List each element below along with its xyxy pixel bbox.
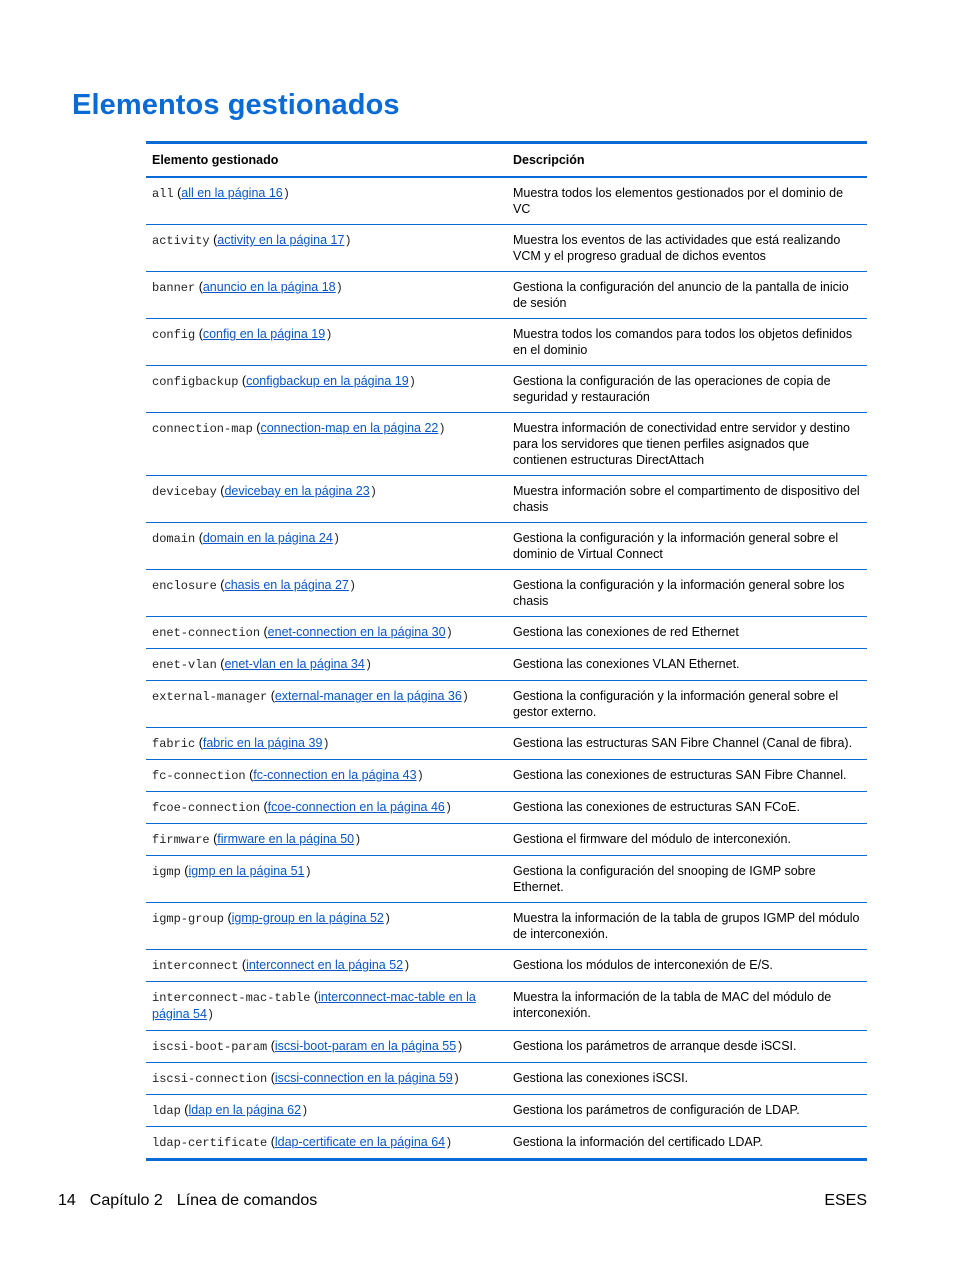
description-cell: Gestiona las conexiones iSCSI.	[513, 1071, 689, 1085]
paren-open: (	[267, 1071, 275, 1085]
paren-close: )	[445, 626, 453, 640]
element-cell	[146, 903, 506, 949]
command-name: devicebay	[152, 485, 217, 499]
command-name: enet-connection	[152, 626, 261, 640]
element-cell	[146, 649, 506, 680]
description-cell: Muestra la información de la tabla de MAC del módulo de interconexión.	[513, 990, 832, 1020]
page-reference-link[interactable]: fabric en la página 39	[202, 736, 323, 750]
paren-close: )	[304, 865, 312, 879]
paren-close: )	[344, 234, 352, 248]
paren-open: (	[238, 374, 247, 388]
command-name: igmp	[152, 865, 181, 879]
paren-open: (	[180, 1103, 189, 1117]
page-reference-link[interactable]: iscsi-boot-param en la página 55	[274, 1039, 457, 1053]
paren-close: )	[364, 658, 373, 672]
page-reference-link[interactable]: ldap-certificate en la página 64	[274, 1135, 446, 1149]
element-cell	[146, 617, 506, 648]
command-name: config	[152, 328, 196, 342]
element-cell	[146, 728, 506, 759]
page-reference-link[interactable]: interconnect en la página 52	[246, 958, 404, 972]
description-cell: Gestiona la información del certificado LDAP.	[513, 1135, 763, 1149]
table-row	[146, 680, 867, 727]
table-row	[146, 981, 867, 1030]
paren-open: (	[216, 657, 225, 671]
chapter-title: Línea de comandos	[176, 1192, 318, 1209]
paren-open: (	[260, 625, 268, 639]
paren-close: )	[301, 1104, 309, 1118]
element-cell	[146, 1127, 506, 1158]
command-name: enclosure	[152, 579, 217, 593]
paren-open: (	[238, 958, 247, 972]
paren-close: )	[408, 375, 416, 389]
element-cell	[146, 319, 506, 365]
table-row	[146, 616, 867, 648]
table-row	[146, 569, 867, 616]
element-cell	[146, 413, 506, 475]
paren-close: )	[325, 328, 333, 342]
page-reference-link[interactable]: enet-vlan en la página 34	[224, 657, 365, 671]
paren-open: (	[267, 689, 275, 703]
description-cell: Gestiona la configuración del anuncio de la pantalla de inicio de sesión	[513, 280, 849, 310]
table-row	[146, 177, 867, 224]
command-name: configbackup	[152, 375, 239, 389]
locale-code: ESES	[824, 1192, 867, 1209]
paren-open: (	[195, 327, 203, 341]
header-element: Elemento gestionado	[152, 153, 279, 167]
command-name: external-manager	[152, 690, 268, 704]
description-cell: Gestiona la configuración y la información general sobre el gestor externo.	[513, 689, 839, 719]
table-row	[146, 475, 867, 522]
table-row	[146, 902, 867, 949]
paren-open: (	[209, 233, 218, 247]
page-reference-link[interactable]: devicebay en la página 23	[224, 484, 370, 498]
table-row	[146, 1126, 867, 1158]
page-reference-link[interactable]: connection-map en la página 22	[260, 421, 439, 435]
paren-open: (	[195, 531, 203, 545]
paren-close: )	[206, 1008, 215, 1022]
table-row	[146, 412, 867, 475]
description-cell: Gestiona los módulos de interconexión de E/S.	[513, 958, 773, 972]
element-cell	[146, 792, 506, 823]
description-cell: Gestiona las conexiones VLAN Ethernet.	[513, 657, 740, 671]
table-row	[146, 1062, 867, 1094]
paren-open: (	[216, 578, 225, 592]
description-cell: Gestiona las conexiones de estructuras SAN FCoE.	[513, 800, 800, 814]
table-row	[146, 365, 867, 412]
paren-open: (	[173, 186, 182, 200]
command-name: all	[152, 187, 174, 201]
paren-close: )	[335, 281, 343, 295]
element-cell	[146, 570, 506, 616]
paren-open: (	[224, 911, 232, 925]
managed-elements-table	[146, 141, 867, 1161]
table-body	[146, 177, 867, 1158]
page-reference-link[interactable]: chasis en la página 27	[224, 578, 349, 592]
description-cell: Gestiona las conexiones de estructuras SAN Fibre Channel.	[513, 768, 847, 782]
element-cell	[146, 225, 506, 271]
paren-open: (	[245, 768, 254, 782]
element-cell	[146, 523, 506, 569]
page-reference-link[interactable]: domain en la página 24	[202, 531, 333, 545]
description-cell: Gestiona los parámetros de configuración de LDAP.	[513, 1103, 800, 1117]
table-row	[146, 791, 867, 823]
command-name: domain	[152, 532, 196, 546]
table-row	[146, 855, 867, 902]
paren-open: (	[260, 800, 268, 814]
table-row	[146, 318, 867, 365]
command-name: activity	[152, 234, 210, 248]
paren-close: )	[332, 532, 341, 546]
description-cell: Muestra los eventos de las actividades que está realizando VCM y el progreso gradual de dichos eventos	[513, 233, 841, 263]
description-cell: Gestiona la configuración del snooping de IGMP sobre Ethernet.	[513, 864, 816, 894]
command-name: igmp-group	[152, 912, 225, 926]
page-number: 14	[58, 1192, 76, 1209]
description-cell: Muestra todos los elementos gestionados por el dominio de VC	[513, 186, 844, 216]
element-cell	[146, 476, 506, 522]
paren-close: )	[369, 485, 377, 499]
command-name: iscsi-connection	[152, 1072, 268, 1086]
page-reference-link[interactable]: enet-connection en la página 30	[267, 625, 446, 639]
paren-close: )	[354, 833, 362, 847]
page-reference-link[interactable]: igmp en la página 51	[188, 864, 305, 878]
page-reference-link[interactable]: activity en la página 17	[217, 233, 345, 247]
paren-close: )	[461, 690, 469, 704]
page-reference-link[interactable]: anuncio en la página 18	[202, 280, 336, 294]
table-row	[146, 949, 867, 981]
command-name: ldap	[152, 1104, 181, 1118]
paren-open: (	[195, 280, 203, 294]
page-reference-link[interactable]: configbackup en la página 19	[246, 374, 409, 388]
element-cell	[146, 950, 506, 981]
element-cell	[146, 824, 506, 855]
page-reference-link[interactable]: ldap en la página 62	[188, 1103, 302, 1117]
paren-close: )	[348, 579, 357, 593]
page-reference-link[interactable]: config en la página 19	[202, 327, 326, 341]
page-title: Elementos gestionados	[72, 89, 400, 121]
command-name: interconnect	[152, 959, 239, 973]
table-row	[146, 727, 867, 759]
table-row	[146, 1094, 867, 1126]
paren-open: (	[180, 864, 189, 878]
description-cell: Muestra información sobre el compartimento de dispositivo del chasis	[513, 484, 860, 514]
table-row	[146, 522, 867, 569]
description-cell: Gestiona la configuración y la información general sobre el dominio de Virtual Connect	[513, 531, 839, 561]
element-cell	[146, 1063, 506, 1094]
command-name: banner	[152, 281, 196, 295]
element-cell	[146, 366, 506, 412]
command-name: fcoe-connection	[152, 801, 261, 815]
paren-close: )	[452, 1072, 460, 1086]
description-cell: Gestiona la configuración de las operaciones de copia de seguridad y restauración	[513, 374, 831, 404]
paren-close: )	[456, 1040, 464, 1054]
paren-open: (	[252, 421, 261, 435]
paren-open: (	[195, 736, 203, 750]
table-header-row	[146, 144, 867, 177]
footer-left	[58, 1192, 331, 1210]
page-reference-link[interactable]: interconnect-mac-table en la página 54	[152, 990, 476, 1021]
element-cell	[146, 1095, 506, 1126]
description-cell: Muestra todos los comandos para todos los objetos definidos en el dominio	[513, 327, 853, 357]
element-cell	[146, 272, 506, 318]
command-name: fabric	[152, 737, 196, 751]
description-cell: Gestiona la configuración y la información general sobre los chasis	[513, 578, 845, 608]
table-row	[146, 759, 867, 791]
table-row	[146, 648, 867, 680]
command-name: firmware	[152, 833, 210, 847]
command-name: connection-map	[152, 422, 253, 436]
header-description: Descripción	[513, 153, 585, 167]
table-row	[146, 1030, 867, 1062]
paren-close: )	[322, 737, 330, 751]
paren-open: (	[267, 1039, 275, 1053]
paren-close: )	[282, 187, 290, 201]
page-footer	[58, 1192, 867, 1210]
description-cell: Gestiona las estructuras SAN Fibre Channel (Canal de fibra).	[513, 736, 853, 750]
command-name: ldap-certificate	[152, 1136, 268, 1150]
description-cell: Muestra la información de la tabla de grupos IGMP del módulo de interconexión.	[513, 911, 860, 941]
description-cell: Gestiona los parámetros de arranque desde iSCSI.	[513, 1039, 797, 1053]
description-cell: Gestiona las conexiones de red Ethernet	[513, 625, 739, 639]
paren-close: )	[444, 801, 453, 815]
command-name: fc-connection	[152, 769, 246, 783]
page-reference-link[interactable]: igmp-group en la página 52	[231, 911, 384, 925]
description-cell: Gestiona el firmware del módulo de interconexión.	[513, 832, 791, 846]
table-row	[146, 271, 867, 318]
paren-close: )	[383, 912, 392, 926]
element-cell	[146, 856, 506, 902]
command-name: enet-vlan	[152, 658, 217, 672]
command-name: interconnect-mac-table	[152, 991, 311, 1005]
paren-close: )	[438, 422, 446, 436]
page-reference-link[interactable]: firmware en la página 50	[217, 832, 355, 846]
paren-open: (	[267, 1135, 275, 1149]
paren-close: )	[445, 1136, 453, 1150]
page-reference-link[interactable]: fc-connection en la página 43	[253, 768, 417, 782]
element-cell	[146, 982, 506, 1030]
page-reference-link[interactable]: external-manager en la página 36	[274, 689, 462, 703]
element-cell	[146, 178, 506, 224]
paren-open: (	[216, 484, 225, 498]
page-reference-link[interactable]: all en la página 16	[181, 186, 283, 200]
element-cell	[146, 681, 506, 727]
command-name: iscsi-boot-param	[152, 1040, 268, 1054]
paren-close: )	[416, 769, 424, 783]
table-row	[146, 823, 867, 855]
page-reference-link[interactable]: fcoe-connection en la página 46	[267, 800, 445, 814]
page-reference-link[interactable]: iscsi-connection en la página 59	[274, 1071, 453, 1085]
table-row	[146, 224, 867, 271]
description-cell: Muestra información de conectividad entre servidor y destino para los servidores que tienen perfiles asignados que contienen estructuras DirectAttach	[513, 421, 850, 467]
element-cell	[146, 1031, 506, 1062]
paren-open: (	[209, 832, 218, 846]
chapter-label: Capítulo 2	[89, 1192, 163, 1209]
element-cell	[146, 760, 506, 791]
paren-close: )	[403, 959, 411, 973]
paren-open: (	[310, 990, 319, 1004]
